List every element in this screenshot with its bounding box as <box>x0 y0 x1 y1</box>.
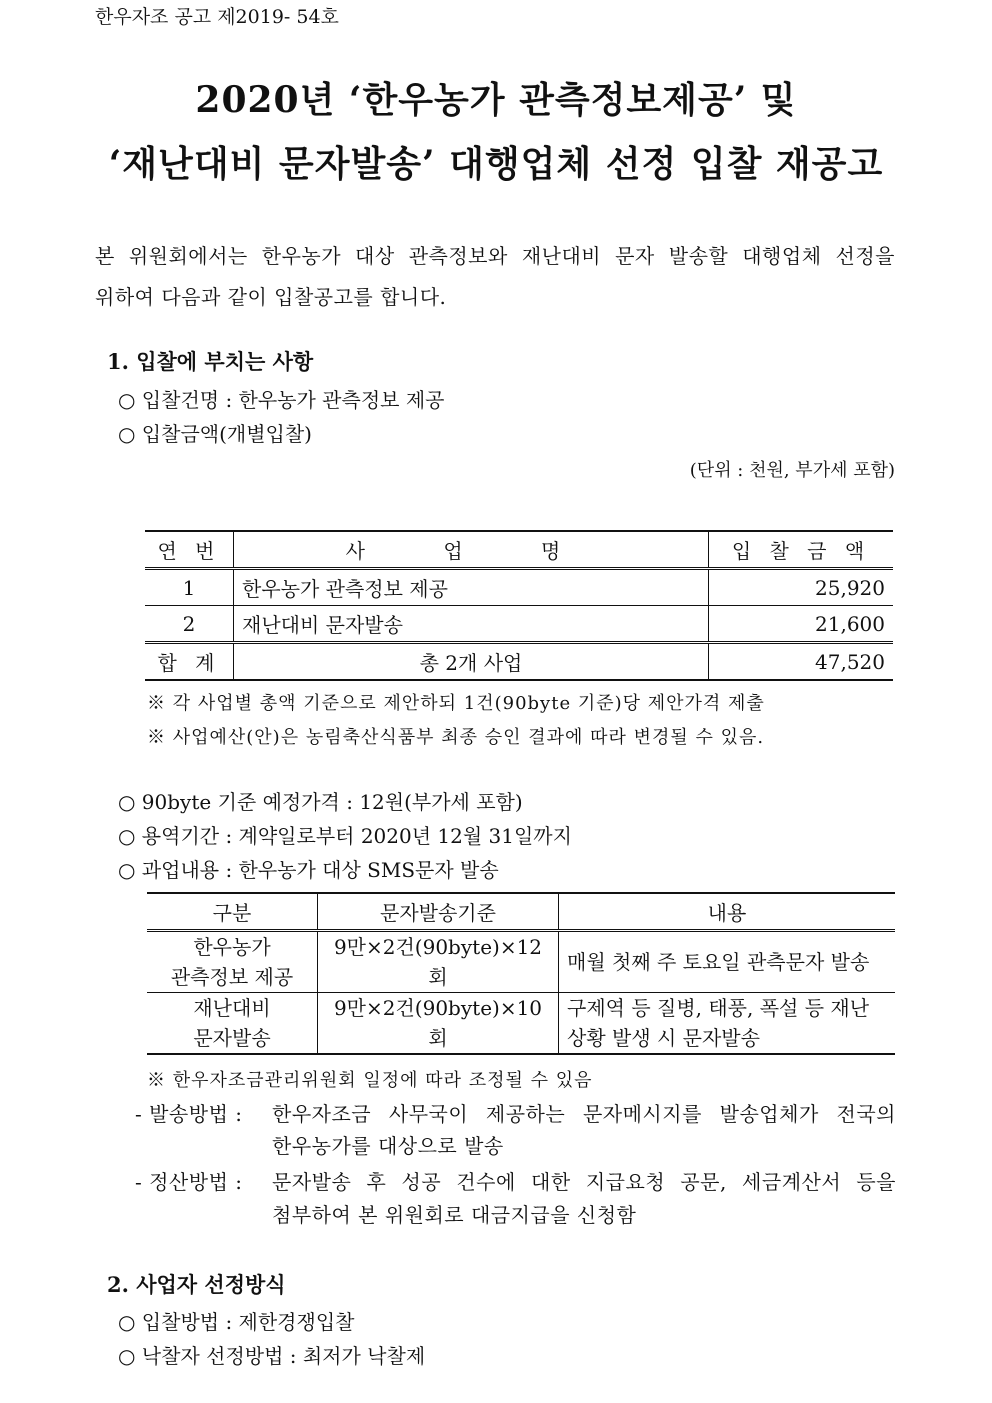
row-criteria: 9만×2건(90byte)×10회 <box>318 993 559 1055</box>
total-amount: 47,520 <box>709 643 894 681</box>
content-line-2: 상황 발생 시 문자발송 <box>567 1026 760 1050</box>
settle-method-line-2: 첨부하여 본 위원회로 대금지급을 신청함 <box>272 1203 637 1227</box>
content-item: ○ 과업내용 : 한우농가 대상 SMS문자 발송 <box>118 858 499 882</box>
row-content <box>559 931 896 993</box>
send-method-line-1: 한우자조금 사무국이 제공하는 문자메시지를 발송업체가 전국의 <box>272 1102 896 1126</box>
table-row <box>145 606 893 643</box>
title-line-1: 2020년 ‘한우농가 관측정보제공’ 및 <box>195 79 797 121</box>
header-content: 내용 <box>559 893 896 931</box>
bid-amount-item: ○ 입찰금액(개별입찰) <box>118 422 312 446</box>
title-line-2: ‘재난대비 문자발송’ 대행업체 선정 입찰 재공고 <box>108 143 884 185</box>
table-row <box>145 569 893 606</box>
period-item: ○ 용역기간 : 계약일로부터 2020년 12월 31일까지 <box>118 824 572 848</box>
winner-method-item: ○ 낙찰자 선정방법 : 최저가 낙찰제 <box>118 1344 426 1368</box>
price-item: ○ 90byte 기준 예정가격 : 12원(부가세 포함) <box>118 790 523 814</box>
bid-method-item: ○ 입찰방법 : 제한경쟁입찰 <box>118 1310 355 1334</box>
table-total-row <box>145 643 893 681</box>
content-line-1: 매월 첫째 주 토요일 관측문자 발송 <box>567 950 870 974</box>
sms-table <box>147 892 895 1055</box>
intro-line-1: 본 위원회에서는 한우농가 대상 관측정보와 재난대비 문자 발송할 대행업체 선정을 <box>95 244 895 268</box>
category-line-1: 한우농가 <box>193 935 271 959</box>
section-2-heading: 2. 사업자 선정방식 <box>107 1272 286 1297</box>
row-no: 1 <box>145 569 234 606</box>
settle-method-line-1: 문자발송 후 성공 건수에 대한 지급요청 공문, 세금계산서 등을 <box>272 1170 896 1194</box>
settle-method-label: - 정산방법 : <box>135 1170 243 1194</box>
header-criteria: 문자발송기준 <box>318 893 559 931</box>
bid-table <box>145 530 893 681</box>
header-name: 사 업 명 <box>234 531 709 569</box>
total-label: 합 계 <box>145 643 234 681</box>
table-header-row <box>145 531 893 569</box>
row-name: 한우농가 관측정보 제공 <box>234 569 709 606</box>
row-name: 재난대비 문자발송 <box>234 606 709 643</box>
category-line-2: 문자발송 <box>193 1026 271 1050</box>
bid-name-item: ○ 입찰건명 : 한우농가 관측정보 제공 <box>118 388 445 412</box>
row-criteria: 9만×2건(90byte)×12회 <box>318 931 559 993</box>
row-category <box>147 931 318 993</box>
send-method-label: - 발송방법 : <box>135 1102 243 1126</box>
content-line-1: 구제역 등 질병, 태풍, 폭설 등 재난 <box>567 996 870 1020</box>
category-line-1: 재난대비 <box>193 996 271 1020</box>
table-row <box>147 993 895 1055</box>
table-row <box>147 931 895 993</box>
row-amount: 21,600 <box>709 606 894 643</box>
unit-note: (단위 : 천원, 부가세 포함) <box>689 460 895 481</box>
header-no: 연 번 <box>145 531 234 569</box>
category-line-2: 관측정보 제공 <box>170 965 294 989</box>
sms-note: ※ 한우자조금관리위원회 일정에 따라 조정될 수 있음 <box>147 1070 593 1091</box>
section-1-heading: 1. 입찰에 부치는 사항 <box>107 349 314 374</box>
table-header-row <box>147 893 895 931</box>
intro-line-2: 위하여 다음과 같이 입찰공고를 합니다. <box>95 285 447 309</box>
row-category <box>147 993 318 1055</box>
document-number: 한우자조 공고 제2019- 54호 <box>95 6 339 28</box>
header-amount: 입 찰 금 액 <box>709 531 894 569</box>
row-no: 2 <box>145 606 234 643</box>
note-1: ※ 각 사업별 총액 기준으로 제안하되 1건(90byte 기준)당 제안가격 제출 <box>147 693 765 714</box>
send-method-line-2: 한우농가를 대상으로 발송 <box>272 1134 504 1158</box>
row-amount: 25,920 <box>709 569 894 606</box>
header-category: 구분 <box>147 893 318 931</box>
total-name: 총 2개 사업 <box>234 643 709 681</box>
row-content <box>559 993 896 1055</box>
note-2: ※ 사업예산(안)은 농림축산식품부 최종 승인 결과에 따라 변경될 수 있음. <box>147 727 765 748</box>
